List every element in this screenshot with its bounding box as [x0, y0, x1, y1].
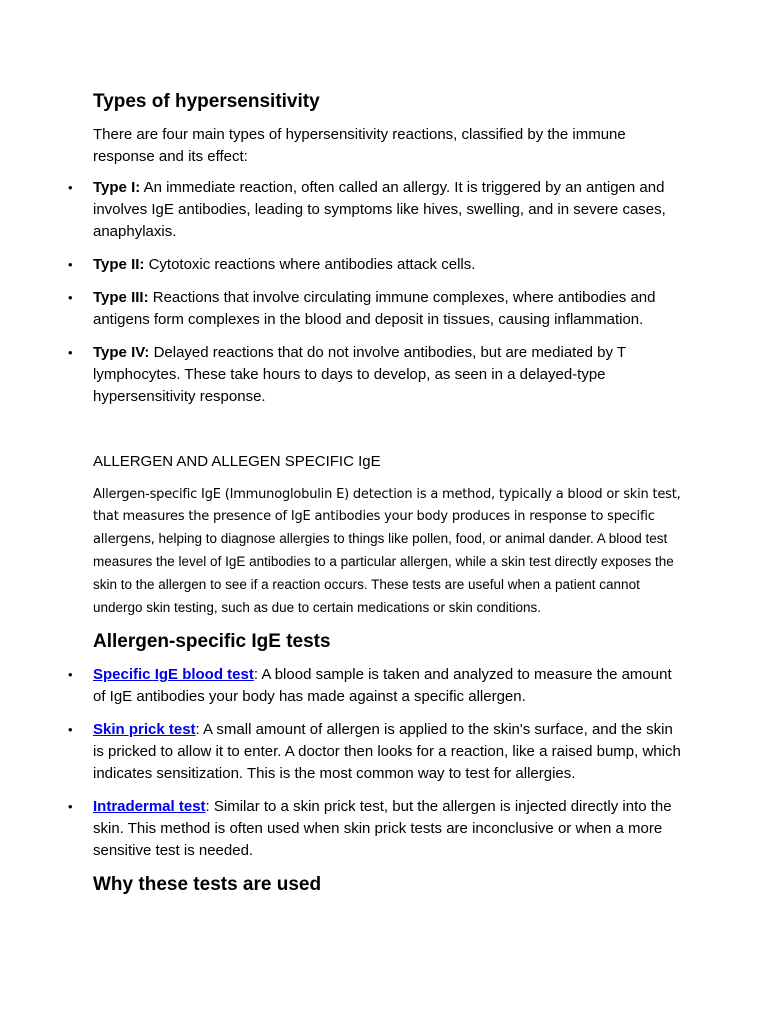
term-label: Type II:	[93, 256, 145, 273]
term-description: An immediate reaction, often called an allergy. It is triggered by an antigen and involves IgE antibodies, leading to symptoms like hives, swelling, and in severe cases, anaphylaxis.	[93, 179, 666, 240]
term-description: Delayed reactions that do not involve antibodies, but are mediated by T lymphocytes. These take hours to days to develop, as seen in a delayed-type hypersensitivity response.	[93, 344, 626, 405]
list-item-type-1	[93, 177, 683, 243]
specific-ige-blood-test-link[interactable]: Specific IgE blood test	[93, 666, 254, 683]
term-description: Cytotoxic reactions where antibodies attack cells.	[144, 256, 476, 273]
term-description: Reactions that involve circulating immune complexes, where antibodies and antigens form complexes in the blood and deposit in tissues, causing inflammation.	[93, 289, 656, 328]
heading-allergen-specific-ige-tests: Allergen-specific IgE tests	[93, 631, 331, 652]
test-description: : Similar to a skin prick test, but the allergen is injected directly into the skin. This method is often used when skin prick tests are inconclusive or when a more sensitive test is needed.	[93, 798, 672, 859]
skin-prick-test-link[interactable]: Skin prick test	[93, 721, 196, 738]
document-content	[93, 90, 683, 897]
allergen-section-heading: ALLERGEN AND ALLEGEN SPECIFIC IgE	[93, 453, 381, 470]
intradermal-test-link[interactable]: Intradermal test	[93, 798, 206, 815]
test-description: : A blood sample is taken and analyzed to measure the amount of IgE antibodies your body has made against a specific allergen.	[93, 666, 672, 705]
allergen-paragraph	[93, 484, 683, 620]
term-label: Type I:	[93, 179, 141, 196]
allergen-paragraph-part2: helping to diagnose allergies to things like pollen, food, or animal dander. A blood test measures the level of IgE antibodies to a particular allergen, while a skin test directly exposes the skin to the allergen to see if a reaction occurs. These tests are useful when a patient cannot undergo skin testing, such as due to certain medications or skin conditions.	[93, 531, 674, 615]
list-item-type-3	[93, 287, 683, 331]
test-description: : A small amount of allergen is applied to the skin's surface, and the skin is pricked to allow it to enter. A doctor then looks for a reaction, like a raised bump, which indicates sensitization. This is the most common way to test for allergies.	[93, 721, 681, 782]
list-item-type-2	[93, 254, 683, 276]
hypersensitivity-types-list	[93, 177, 683, 408]
term-label: Type III:	[93, 289, 149, 306]
heading-types-of-hypersensitivity: Types of hypersensitivity	[93, 91, 320, 112]
term-label: Type IV:	[93, 344, 150, 361]
list-item-blood-test	[93, 664, 683, 708]
list-item-intradermal-test	[93, 796, 683, 862]
ige-tests-list	[93, 664, 683, 862]
list-item-type-4	[93, 342, 683, 408]
list-item-skin-prick-test	[93, 719, 683, 785]
intro-paragraph: There are four main types of hypersensitivity reactions, classified by the immune response and its effect:	[93, 126, 626, 165]
heading-why-these-tests-are-used: Why these tests are used	[93, 874, 322, 895]
allergen-paragraph-part1: Allergen-specific IgE (Immunoglobulin E) detection is a method, typically a blood or skin test, that measures the presence of IgE antibodies your body produces in response to specific allergens,	[93, 487, 681, 547]
